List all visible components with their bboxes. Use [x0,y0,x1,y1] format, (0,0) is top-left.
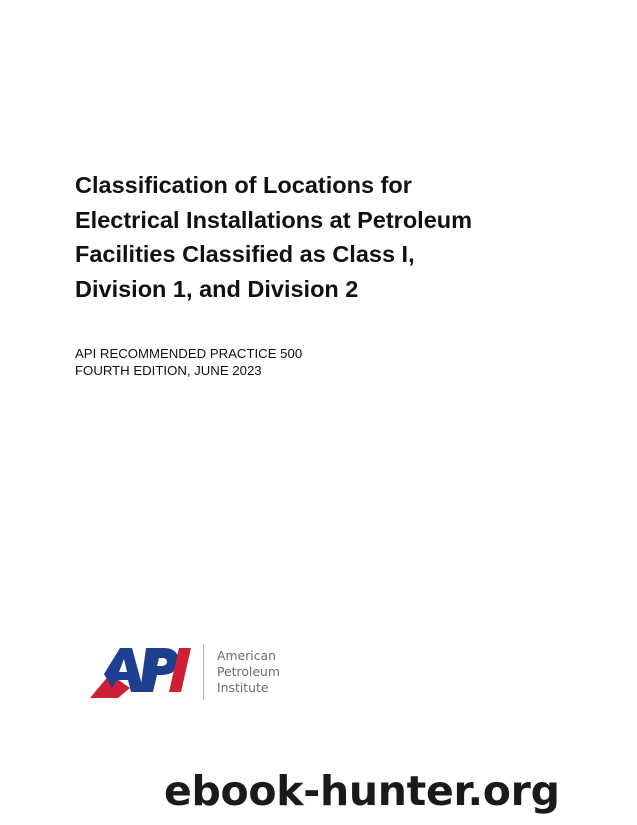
watermark-text: ebook-hunter.org [164,767,560,815]
title-line: Electrical Installations at Petroleum [75,206,473,233]
api-logo-mark [90,644,192,700]
api-logo [90,644,330,702]
subtitle-line: FOURTH EDITION, JUNE 2023 [75,363,262,378]
logo-divider [203,644,204,700]
logo-organization-name [217,648,280,697]
logo-name-line: Institute [217,680,269,696]
title-line: Classification of Locations for [75,172,412,198]
title-line: Division 1, and Division 2 [75,275,359,302]
logo-name-line: Petroleum [217,664,280,680]
document-subtitle [75,345,302,379]
title-line: Facilities Classified as Class I, [75,241,415,267]
subtitle-line: API RECOMMENDED PRACTICE 500 [75,346,303,361]
logo-name-line: American [217,648,276,663]
document-title [75,168,615,306]
